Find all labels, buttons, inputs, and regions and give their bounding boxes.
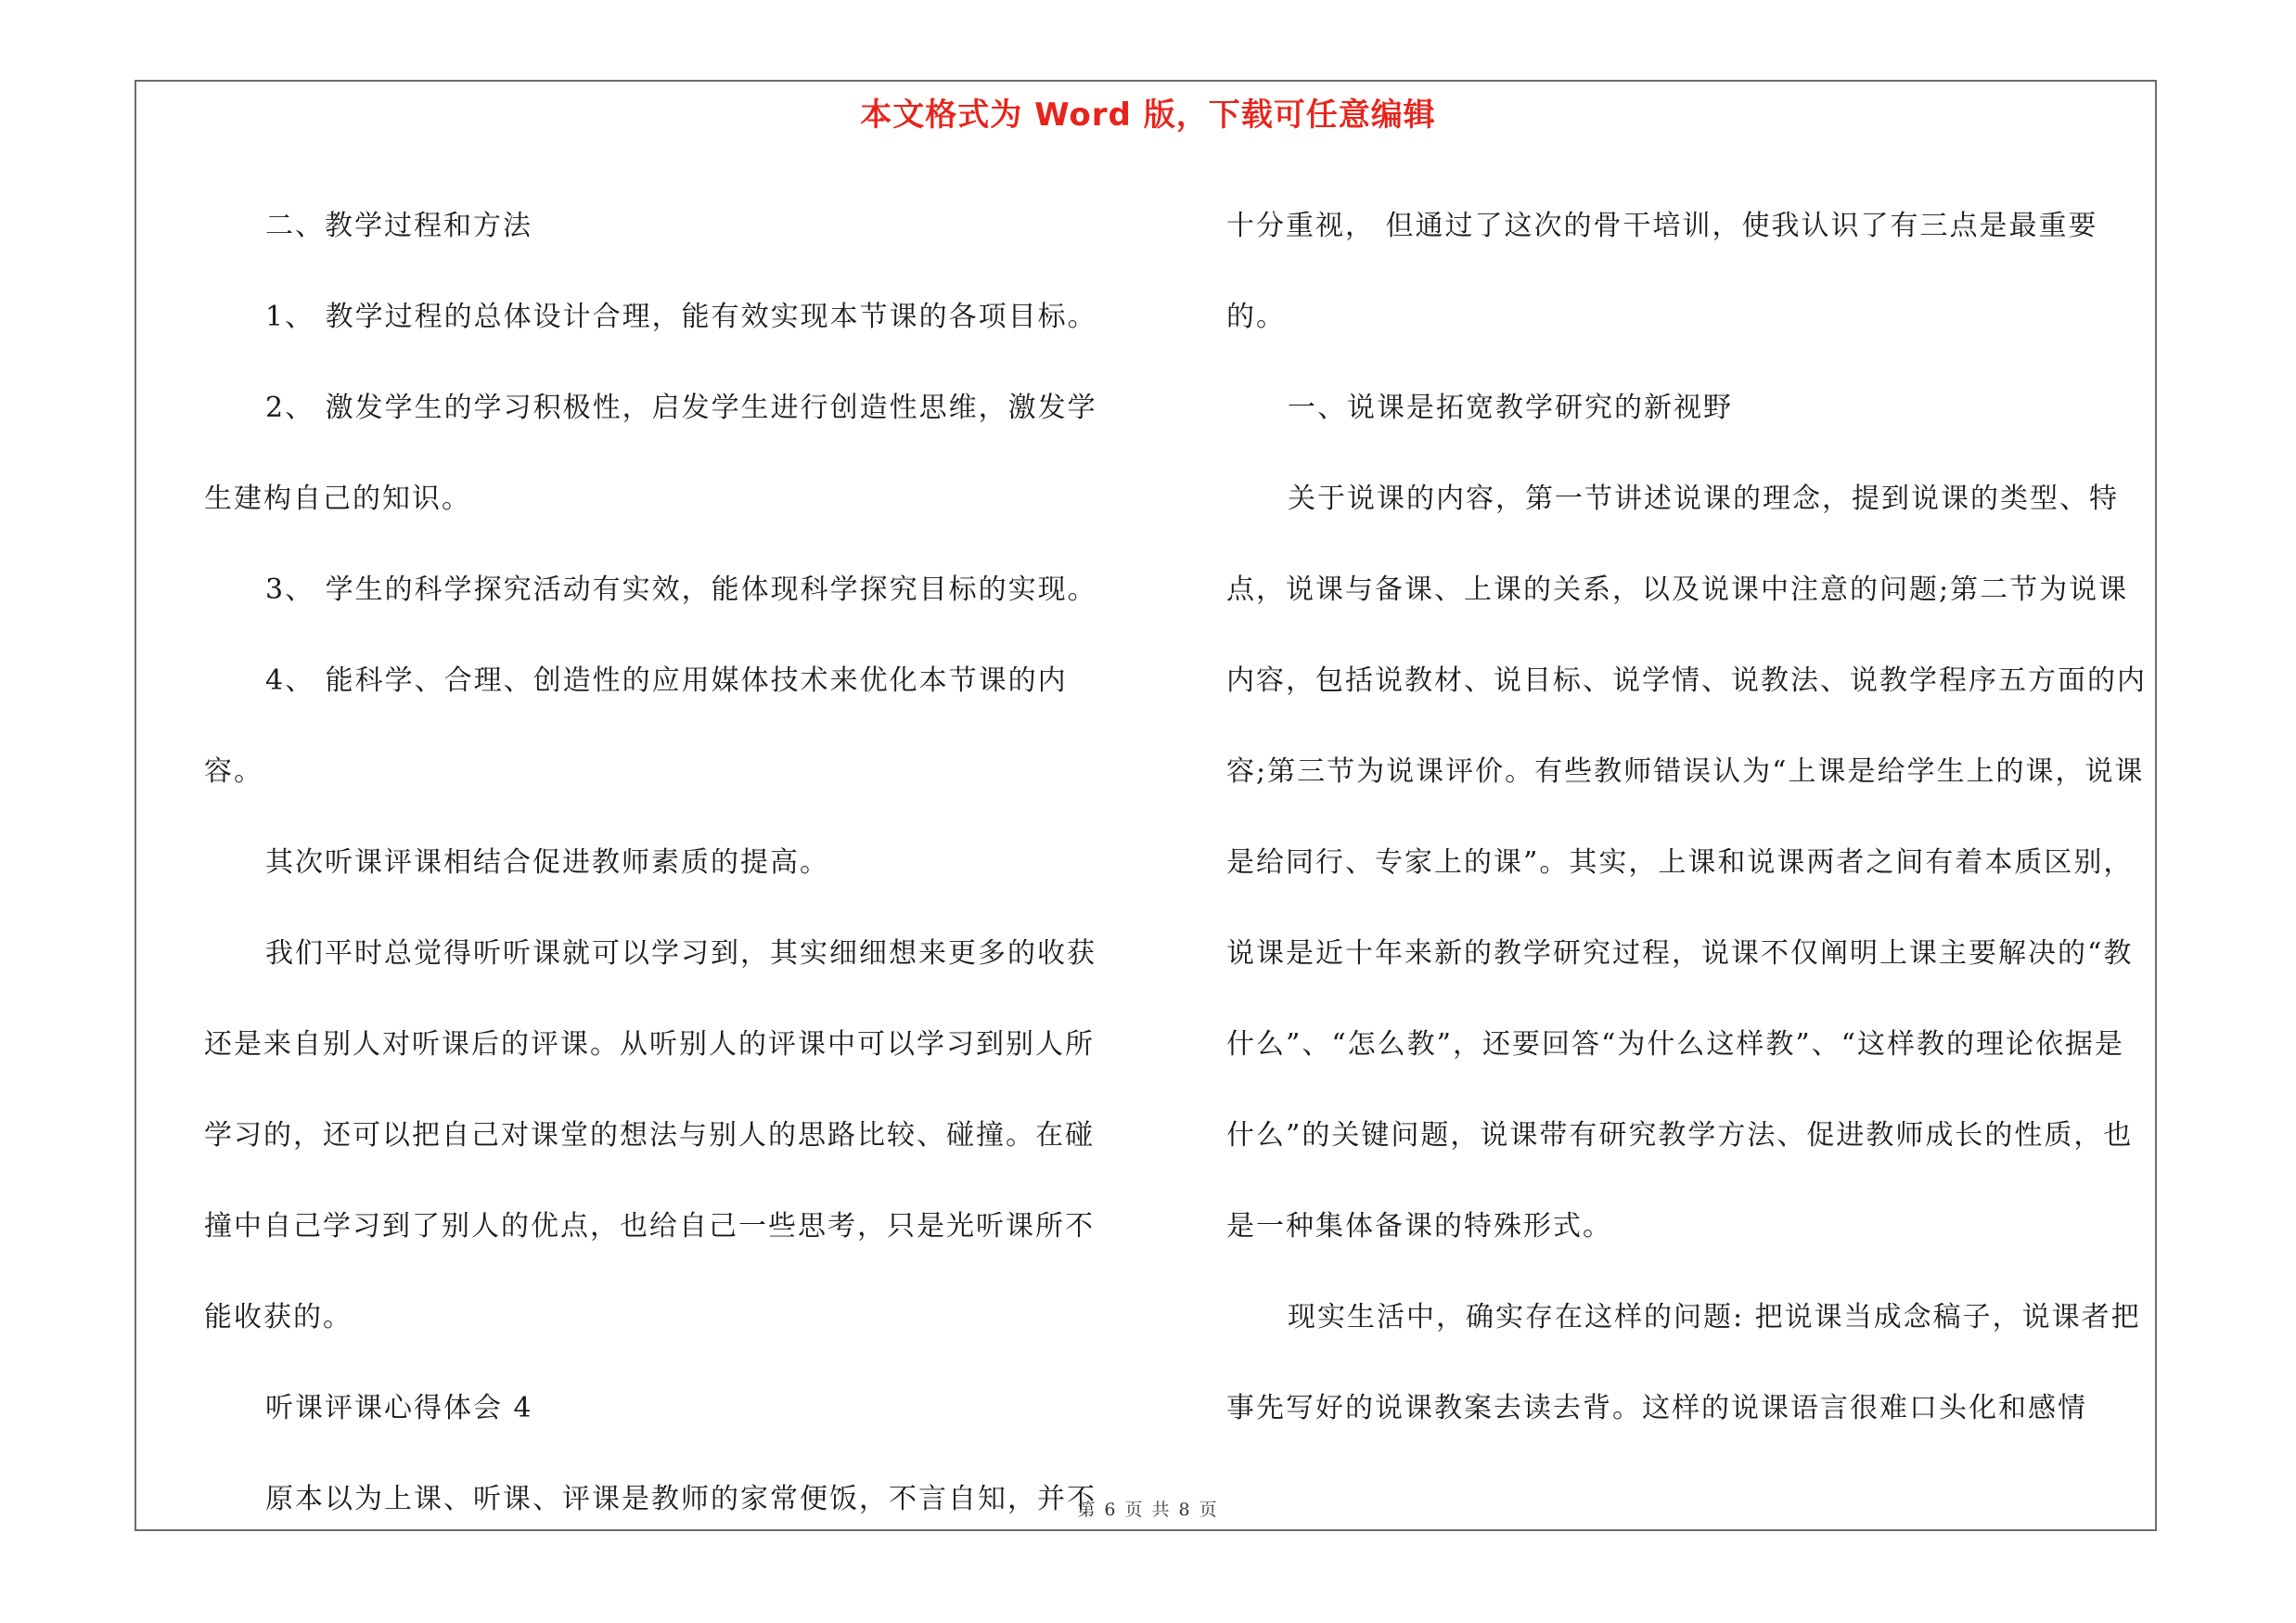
page-number: 第 6 页 共 8 页 <box>1077 1500 1219 1520</box>
left-paragraph: 1、 教学过程的总体设计合理，能有效实现本节课的各项目标。 <box>265 301 1097 333</box>
left-paragraph: 2、 激发学生的学习积极性，启发学生进行创造性思维，激发学生建构自己的知识。 <box>204 392 1097 515</box>
left-paragraph: 我们平时总觉得听听课就可以学习到，其实细细想来更多的收获还是来自别人对听课后的评课。从听别人的评课中可以学习到别人所学习的，还可以把自己对课堂的想法与别人的思路比较、碰撞。在碰撞中自己学习到了别人的优点，也给自己一些思考，只是光听课所不能收获的。 <box>204 937 1097 1333</box>
left-paragraph: 4、 能科学、合理、创造性的应用媒体技术来优化本节课的内容。 <box>204 664 1068 788</box>
section-heading: 一、说课是拓宽教学研究的新视野 <box>1288 392 1733 424</box>
left-column <box>204 181 1122 1545</box>
right-paragraph: 现实生活中，确实存在这样的问题: 把说课当成念稿子，说课者把事先写好的说课教案去读去背。这样的说课语言很难口头化和感情 <box>1226 1301 2141 1424</box>
document-banner: 本文格式为 Word 版，下载可任意编辑 <box>860 97 1436 134</box>
right-paragraph: 关于说课的内容，第一节讲述说课的理念，提到说课的类型、特点，说课与备课、上课的关系，以及说课中注意的问题;第二节为说课内容，包括说教材、说目标、说学情、说教法、说教学程序五方面的内容;第三节为说课评价。有些教师错误认为“上课是给学生上的课，说课是给同行、专家上的课”。其实，上课和说课两者之间有着本质区别，说课是近十年来新的教学研究过程，说课不仅阐明上课主要解决的“教什么”、“怎么教”，还要回答“为什么这样教”、“这样教的理论依据是什么”的关键问题，说课带有研究教学方法、促进教师成长的性质，也是一种集体备课的特殊形式。 <box>1226 483 2147 1243</box>
left-paragraph: 3、 学生的科学探究活动有实效，能体现科学探究目标的实现。 <box>265 573 1097 606</box>
section-heading: 听课评课心得体会 4 <box>265 1392 533 1424</box>
right-column <box>1226 181 2154 1454</box>
left-paragraph: 二、教学过程和方法 <box>265 210 532 242</box>
left-paragraph: 其次听课评课相结合促进教师素质的提高。 <box>265 846 829 879</box>
right-paragraph: 十分重视， 但通过了这次的骨干培训，使我认识了有三点是最重要的。 <box>1226 210 2098 333</box>
left-paragraph: 原本以为上课、听课、评课是教师的家常便饭，不言自知，并不 <box>265 1483 1097 1515</box>
